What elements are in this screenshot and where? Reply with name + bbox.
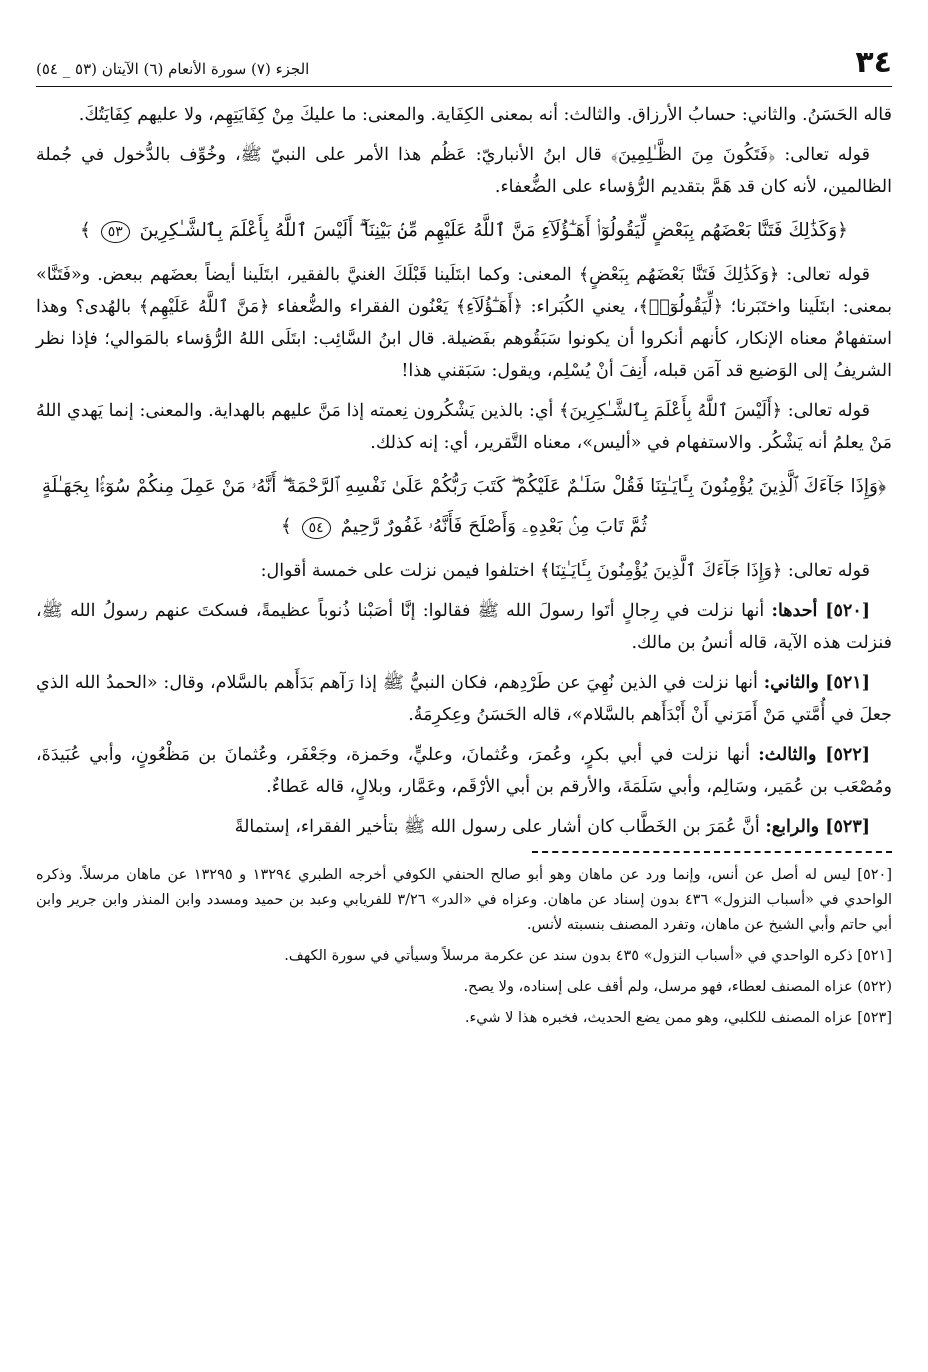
paragraph: قوله تعالى: ﴿فَتَكُونَ مِنَ الظَّـٰلِمِينَ﴾ قال ابنُ الأنباريّ: عَظُم هذا الأمر على النبيّ ﷺ، وخُوِّف بالدُّخول في جُملة الظالمين، لأنه كان قد هَمَّ بتقديم الرُّؤساء على الضُّعفاء. [36,145,892,197]
running-title: الجزء (٧) سورة الأنعام (٦) الآيتان (٥٣ _ ٥٤) [36,60,310,78]
narration-text: أنَّ عُمَرَ بن الخَطَّاب كان أشار على رسول الله ﷺ بتأخير الفقراء، إستمالةً [234,817,766,837]
paragraph: قوله تعالى: ﴿أَلَيْسَ ٱللَّهُ بِأَعْلَمَ بِٱلشَّـٰكِرِينَ﴾ أي: بالذين يَشْكُرون نِعمته إذا مَنَّ عليهم بالهداية. والمعنى: إنما يَهدي اللهُ مَنْ يعلمُ أنه يَشْكُر. والاستفهام في «أليس»، معناه التَّقرير، أي: إنه كذلك. [36,401,892,453]
verse-number: ٥٣ [101,221,130,243]
narration-paragraph [36,739,892,803]
narration-paragraph [36,595,892,659]
page-header [36,45,892,87]
paragraph: قوله تعالى: ﴿وَكَذَٰلِكَ فَتَنَّا بَعْضَهُم بِبَعْضٍ﴾ المعنى: وكما ابتَلَينا قَبْلَكَ الغنيَّ بالفقير، ابتَلَينا أيضاً بعضَهم ببعض. و«فَتَنَّا» بمعنى: ابتَلَينا واختَبَرنا؛ ﴿لِّيَقُولُوٓا۟﴾، يعني الكُبَراء: ﴿أَهَـٰٓؤُلَآءِ﴾ يَعْنُون الفقراء والضُّعفاء ﴿مَنَّ ٱللَّهُ عَلَيْهِم﴾ بالهُدى؟ وهذا استفهامٌ معناه الإنكار، كأنهم أنكروا أن يكونوا سَبَقُوهم بفَضيلة. قال ابنُ السَّائِب: ابتَلَى اللهُ الرُّؤساء بالمَوالي؛ فإذا نظر الشريفُ إلى الوَضيع قد آمَن قبله، أَنِفَ أنْ يُسْلِم، ويقول: سَبَقني هذا! [36,265,892,381]
narration-label: [٥٢١] والثاني: [763,673,870,693]
footnote: [٥٢١] ذكره الواحدي في «أسباب النزول» ٤٣٥ بدون سند عن عكرمة مرسلاً وسيأتي في سورة الكهف. [284,948,892,964]
footnote: (٥٢٢) عزاه المصنف لعطاء، فهو مرسل، ولم أقف على إسناده، ولا يصح. [463,979,892,995]
narration-paragraph [36,667,892,731]
footnote: [٥٢٣] عزاه المصنف للكلبي، وهو ممن يضع الحديث، فخبره هذا لا شيء. [464,1010,892,1026]
verse-text: ﴿وَإِذَا جَآءَكَ ٱلَّذِينَ يُؤْمِنُونَ بِـَٔايَـٰتِنَا فَقُلْ سَلَـٰمٌ عَلَيْكُمْ ۖ كَتَبَ رَبُّكُمْ عَلَىٰ نَفْسِهِ ٱلرَّحْمَةَ ۖ أَنَّهُۥ مَنْ عَمِلَ مِنكُمْ سُوٓءًۢا بِجَهَـٰلَةٍ ثُمَّ تَابَ مِنۢ بَعْدِهِۦ وَأَصْلَحَ فَأَنَّهُۥ غَفُورٌ رَّحِيمٌ [41,476,887,537]
paragraph: قوله تعالى: ﴿وَإِذَا جَآءَكَ ٱلَّذِينَ يُؤْمِنُونَ بِـَٔايَـٰتِنَا﴾ اختلفوا فيمن نزلت على خمسة أقوال: [260,561,870,581]
footnote: [٥٢٠] ليس له أصل عن أنس، وإنما ورد عن ماهان وهو أبو صالح الحنفي الكوفي أخرجه الطبري ١٣٢٩٤ و ١٣٢٩٥ عن ماهان مرسلاً. وذكره الواحدي في «أسباب النزول» ٤٣٦ بدون إسناد عن ماهان. وعزاه في «الدر» ٣/٢٦ للفريابي وعبد بن حميد ومسدد وابن المنذر وابن جرير وابن أبي حاتم وأبي الشيخ عن ماهان، وتفرد المصنف بنسبته لأنس. [36,867,892,933]
footnote-divider [532,851,892,853]
narration-label: [٥٢٣] والرابع: [765,817,870,837]
verse-number: ٥٤ [302,517,331,539]
verse-close-bracket: ﴾ [280,516,292,537]
quran-verse [36,211,892,251]
narration-paragraph [36,811,892,843]
quran-verse [36,467,892,547]
narration-text: أنها نزلت في أبي بكرٍ، وعُمرَ، وعُثمانَ، وعليٍّ، وحَمزة، وجَعْفَر، وعُثمانَ بن مَظْعُونٍ، وأبي عُبَيدَةَ، ومُصْعَب بن عُمَير، وسَالِم، وأبي سَلَمَةَ، والأرقم بن أبي الأرْقَم، وعَمَّار، وبلالٍ، قاله عَطاءٌ. [36,745,892,797]
narration-text: أنها نزلت في الذين نُهِيَ عن طَرْدِهم، فكان النبيُّ ﷺ إذا رَآهم بَدَأَهم بالسَّلام، وقال: «الحمدُ الله الذي جعلَ في أُمَّتي مَنْ أَمَرَني أَنْ أَبْدَأَهم بالسَّلام»، قاله الحَسَنُ وعِكرِمَةُ. [36,673,892,725]
narration-text: أنها نزلت في رِجالٍ أتَوا رسولَ الله ﷺ فقالوا: إنَّا أصَبْنا ذُنوباً عظيمةً، فسكتَ عنهم رسولُ الله ﷺ، فنزلت هذه الآية، قاله أنسُ بن مالك. [36,601,892,653]
verse-text: ﴿وَكَذَٰلِكَ فَتَنَّا بَعْضَهُم بِبَعْضٍ لِّيَقُولُوٓا۟ أَهَـٰٓؤُلَآءِ مَنَّ ٱللَّهُ عَلَيْهِم مِّنۢ بَيْنِنَآ ۗ أَلَيْسَ ٱللَّهُ بِأَعْلَمَ بِٱلشَّـٰكِرِينَ [139,220,849,241]
paragraph: قاله الحَسَنُ. والثاني: حسابُ الأرزاق. والثالث: أنه بمعنى الكِفَاية. والمعنى: ما عليكَ مِنْ كِفَايَتِهِم، ولا عليهم كِفَايَتُكَ. [78,105,892,125]
narration-label: [٥٢٢] والثالث: [758,745,870,765]
page-number: ٣٤ [855,45,892,80]
verse-close-bracket: ﴾ [79,220,91,241]
narration-label: [٥٢٠] أحدها: [771,601,870,621]
